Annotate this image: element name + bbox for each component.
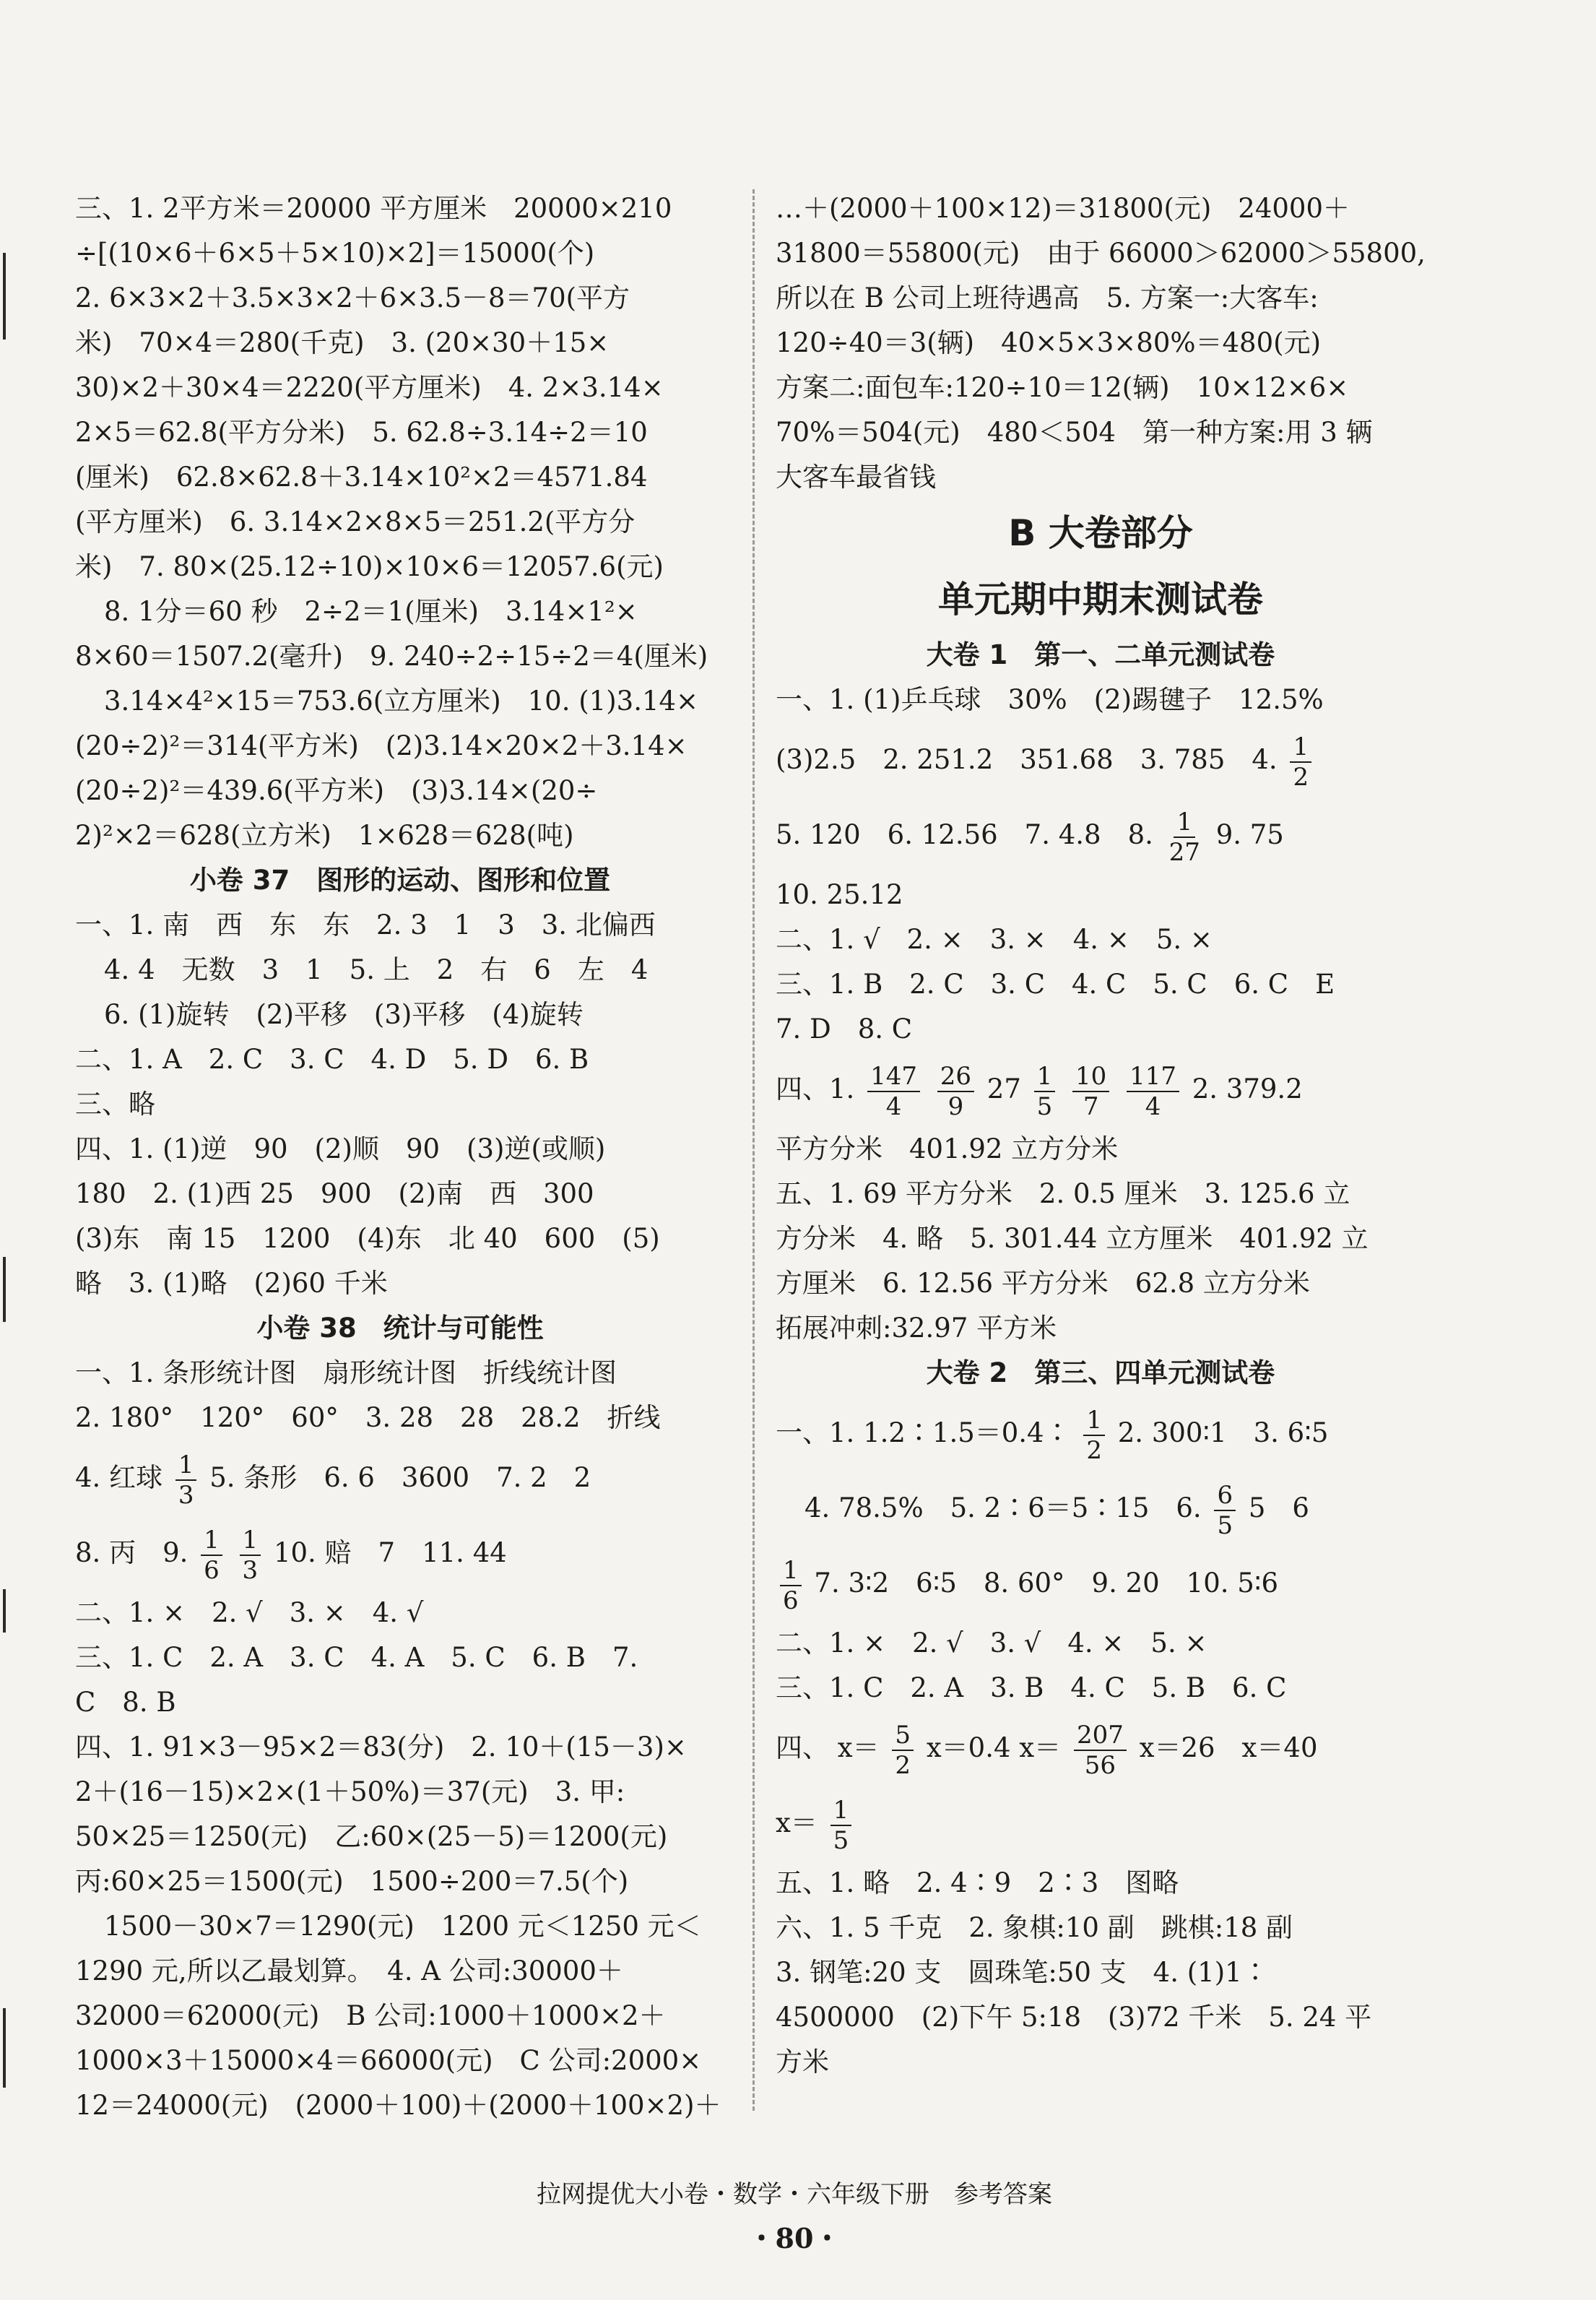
answer-line: (厘米) 62.8×62.8＋3.14×10²×2＝4571.84 [75,462,648,493]
answer-line: 四、1. $\frac{147}{4}$ $\frac{26}{9}$ 27 $\frac{1}{5}$ $\frac{10}{7}$ $\frac{117}{4}$ 2. 379.2 [776,1061,1303,1121]
answer-line: 六、1. 5 千克 2. 象棋:10 副 跳棋:18 副 [776,1912,1293,1943]
answer-line: 2＋(16－15)×2×(1＋50%)＝37(元) 3. 甲: [75,1776,625,1807]
section-title-d1: 大卷 1 第一、二单元测试卷 [926,639,1275,670]
answer-line: 3. 钢笔:20 支 圆珠笔:50 支 4. (1)1∶ [776,1957,1269,1988]
fraction: $\frac{1}{2}$ [1290,732,1311,792]
answer-line: 2. 6×3×2＋3.5×3×2＋6×3.5－8＝70(平方 [75,282,630,314]
fraction: $\frac{1}{5}$ [1034,1062,1056,1121]
answer-line: 12＝24000(元) (2000＋100)＋(2000＋100×2)＋ [75,2090,721,2121]
answer-line: 四、1. 91×3－95×2＝83(分) 2. 10＋(15－3)× [75,1732,687,1763]
answer-line: 米) 7. 80×(25.12÷10)×10×6＝12057.6(元) [75,551,664,582]
answer-line: 三、1. C 2. A 3. B 4. C 5. B 6. C [776,1672,1287,1703]
answer-line: 略 3. (1)略 (2)60 千米 [75,1268,388,1299]
scan-edge-mark [3,1257,6,1322]
answer-line: 7. D 8. C [776,1013,913,1045]
answer-line: 1290 元,所以乙最划算。 4. A 公司:30000＋ [75,1955,623,1986]
fraction: $\frac{1}{3}$ [240,1526,261,1585]
answer-line: (20÷2)²＝439.6(平方米) (3)3.14×(20÷ [75,775,598,806]
scan-edge-mark [3,1589,6,1633]
answer-line: 一、1. 南 西 东 东 2. 3 1 3 3. 北偏西 [75,909,656,941]
answer-line: 2×5＝62.8(平方分米) 5. 62.8÷3.14÷2＝10 [75,417,648,448]
answer-line: 所以在 B 公司上班待遇高 5. 方案一:大客车: [776,282,1319,314]
answer-line: 二、1. × 2. √ 3. √ 4. × 5. × [776,1627,1207,1659]
answer-line: 方案二:面包车:120÷10＝12(辆) 10×12×6× [776,372,1349,403]
answer-line: (3)2.5 2. 251.2 351.68 3. 785 4. $\frac{1}{2}$ [776,722,1426,797]
answer-line: 二、1. √ 2. × 3. × 4. × 5. × [776,924,1213,955]
answer-line: 大客车最省钱 [776,462,936,493]
scan-edge-mark [3,253,6,340]
answer-line: 31800＝55800(元) 由于 66000＞62000＞55800, [776,238,1426,269]
answer-line: 五、1. 略 2. 4∶9 2∶3 图略 [776,1867,1179,1898]
answer-line: 二、1. × 2. √ 3. × 4. √ [75,1597,424,1628]
answer-line: 五、1. 69 平方分米 2. 0.5 厘米 3. 125.6 立 [776,1178,1350,1209]
answer-line: 二、1. A 2. C 3. C 4. D 5. D 6. B [75,1044,589,1075]
answer-line: …＋(2000＋100×12)＝31800(元) 24000＋ [776,193,1350,224]
answer-line: (20÷2)²＝314(平方米) (2)3.14×20×2＋3.14× [75,730,688,761]
answer-line: 30)×2＋30×4＝2220(平方厘米) 4. 2×3.14× [75,372,664,403]
answer-line: (3)东 南 15 1200 (4)东 北 40 600 (5) [75,1223,660,1254]
answer-line: 三、1. B 2. C 3. C 4. C 5. C 6. C E [776,969,1335,1000]
answer-line: 10. 25.12 [776,879,903,910]
part-b-title: B 大卷部分 [1008,512,1193,554]
answer-line: 一、1. 1.2∶1.5＝0.4∶ $\frac{1}{2}$ 2. 300∶1 3. 6∶5 [776,1405,1329,1465]
answer-line: 180 2. (1)西 25 900 (2)南 西 300 [75,1178,594,1209]
fraction: $\frac{1}{3}$ [175,1451,197,1510]
fraction: $\frac{10}{7}$ [1072,1062,1109,1121]
answer-line: 4. 4 无数 3 1 5. 上 2 右 6 左 4 [104,954,649,985]
answer-line: 70%＝504(元) 480＜504 第一种方案:用 3 辆 [776,417,1373,448]
answer-line: 四、 x＝ $\frac{5}{2}$ x＝0.4 x＝ $\frac{207}{56}$ x＝26 x＝40 [776,1720,1318,1780]
answer-line: 8. 1分＝60 秒 2÷2＝1(厘米) 3.14×1²× [104,596,638,627]
answer-line: 8×60＝1507.2(毫升) 9. 240÷2÷15÷2＝4(厘米) [75,641,708,672]
answer-line: 丙:60×25＝1500(元) 1500÷200＝7.5(个) [75,1866,629,1897]
answer-line: 方米 [776,2046,829,2078]
fraction: $\frac{1}{6}$ [780,1556,802,1615]
answer-line: 一、1. (1)乒乓球 30% (2)踢毽子 12.5% [776,684,1324,715]
answer-line: 1500－30×7＝1290(元) 1200 元＜1250 元＜ [104,1911,701,1942]
fraction: $\frac{147}{4}$ [867,1062,920,1121]
answer-line: 三、1. C 2. A 3. C 4. A 5. C 6. B 7. [75,1642,638,1673]
answer-line: 平方分米 401.92 立方分米 [776,1133,1119,1164]
answer-line: 方厘米 6. 12.56 平方分米 62.8 立方分米 [776,1268,1310,1299]
scan-edge-mark [3,2008,6,2088]
answer-line: (平方厘米) 6. 3.14×2×8×5＝251.2(平方分 [75,506,636,537]
answer-line: 米) 70×4＝280(千克) 3. (20×30＋15× [75,327,610,358]
answer-line: x＝ $\frac{1}{5}$ [776,1786,1426,1861]
answer-line: 拓展冲刺:32.97 平方米 [776,1313,1057,1344]
answer-line: 三、1. 2平方米＝20000 平方厘米 20000×210 [75,193,672,224]
section-title-37: 小卷 37 图形的运动、图形和位置 [189,865,611,896]
answer-line: 50×25＝1250(元) 乙:60×(25－5)＝1200(元) [75,1821,668,1852]
answer-line: 6. (1)旋转 (2)平移 (3)平移 (4)旋转 [104,999,584,1030]
answer-line: 4500000 (2)下午 5:18 (3)72 千米 5. 24 平 [776,2002,1372,2033]
answer-line: 三、略 [75,1089,155,1120]
answer-line: 1000×3＋15000×4＝66000(元) C 公司:2000× [75,2045,702,2076]
section-title-38: 小卷 38 统计与可能性 [256,1313,544,1344]
answer-line: C 8. B [75,1687,176,1718]
fraction: $\frac{5}{2}$ [892,1721,914,1780]
fraction: $\frac{1}{2}$ [1083,1406,1105,1465]
answer-line: 2)²×2＝628(立方米) 1×628＝628(吨) [75,820,574,851]
answer-line: 2. 180° 120° 60° 3. 28 28 28.2 折线 [75,1402,661,1433]
page-number: ・80・ [747,2222,841,2254]
answer-line: 一、1. 条形统计图 扇形统计图 折线统计图 [75,1357,617,1388]
left-column [75,186,725,2128]
right-column [776,186,1426,2085]
answer-line: 4. 红球 $\frac{1}{3}$ 5. 条形 6. 6 3600 7. 2 2 [75,1450,591,1510]
column-divider [753,189,755,2111]
footer-text: 拉网提优大小卷・数学・六年级下册 参考答案 [537,2180,1052,2209]
answer-line: ÷[(10×6＋6×5＋5×10)×2]＝15000(个) [75,238,595,269]
fraction: $\frac{1}{5}$ [830,1796,852,1855]
fraction: $\frac{1}{27}$ [1168,807,1200,867]
unit-test-title: 单元期中期末测试卷 [938,579,1263,621]
fraction: $\frac{1}{6}$ [201,1526,222,1585]
section-title-d2: 大卷 2 第三、四单元测试卷 [926,1357,1275,1388]
answer-line: $\frac{1}{6}$ 7. 3∶2 6∶5 8. 60° 9. 20 10. 5∶6 [776,1546,1426,1621]
answer-line: 5. 120 6. 12.56 7. 4.8 8. $\frac{1}{27}$ 9. 75 [776,807,1284,867]
fraction: $\frac{26}{9}$ [937,1062,974,1121]
answer-line: 4. 78.5% 5. 2∶6＝5∶15 6. $\frac{6}{5}$ 5 6 [804,1480,1309,1540]
answer-line: 四、1. (1)逆 90 (2)顺 90 (3)逆(或顺) [75,1133,606,1164]
answer-line: 3.14×4²×15＝753.6(立方厘米) 10. (1)3.14× [104,686,699,717]
answer-line: 方分米 4. 略 5. 301.44 立方厘米 401.92 立 [776,1223,1369,1254]
answer-line: 8. 丙 9. $\frac{1}{6}$ $\frac{1}{3}$ 10. 赔 7 11. 44 [75,1525,507,1585]
fraction: $\frac{117}{4}$ [1127,1062,1179,1121]
answer-line: 32000＝62000(元) B 公司:1000＋1000×2＋ [75,2000,666,2031]
fraction: $\frac{207}{56}$ [1074,1721,1127,1780]
answer-line: 120÷40＝3(辆) 40×5×3×80%＝480(元) [776,327,1322,358]
fraction: $\frac{6}{5}$ [1214,1481,1236,1540]
